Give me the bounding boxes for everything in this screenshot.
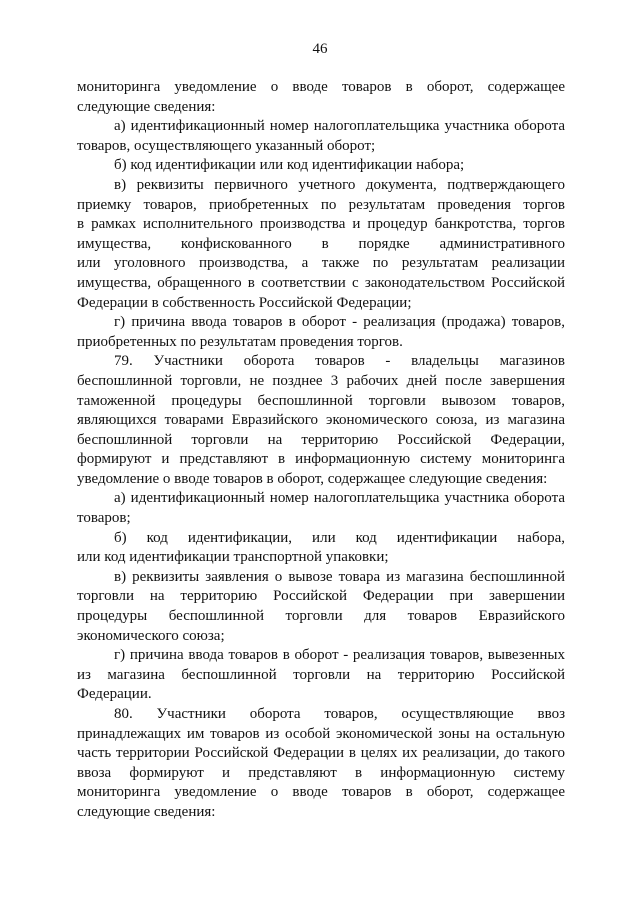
text-line: а) идентификационный номер налогоплательщика участника оборота (114, 490, 565, 507)
text-line: в рамках исполнительного производства и процедур банкротства, торгов (77, 216, 565, 233)
text-line: г) причина ввода товаров в оборот - реализация (продажа) товаров, (114, 314, 565, 331)
text-line: б) код идентификации или код идентификации набора; (114, 157, 465, 174)
text-line: мониторинга уведомление о вводе товаров в оборот, содержащее (77, 784, 565, 801)
document-body (77, 78, 565, 823)
text-line: имущества, конфискованного в порядке административного (77, 235, 565, 252)
text-line: или код идентификации транспортной упаковки; (77, 549, 389, 566)
text-line: приемку товаров, приобретенных по результатам проведения торгов (77, 196, 565, 213)
text-line: из магазина беспошлинной торговли на территорию Российской (77, 666, 565, 683)
text-line: имущества, обращенного в соответствии с законодательством Российской (77, 274, 565, 291)
page-number: 46 (312, 41, 328, 57)
text-line: Федерации. (77, 686, 152, 703)
text-line: таможенной процедуры беспошлинной торговли вывозом товаров, (77, 392, 565, 409)
text-line: в) реквизиты заявления о вывозе товара из магазина беспошлинной (114, 568, 565, 585)
text-line: уведомление о вводе товаров в оборот, содержащее следующие сведения: (77, 470, 548, 487)
text-line: ввоза формируют и представляют в информационную систему (77, 764, 565, 781)
text-line: следующие сведения: (77, 803, 216, 820)
text-line: г) причина ввода товаров в оборот - реализация товаров, вывезенных (114, 647, 565, 664)
text-line: торговли на территорию Российской Федерации при завершении (77, 588, 565, 605)
text-line: беспошлинной торговли, не позднее 3 рабочих дней после завершения (77, 372, 565, 389)
text-line: 80. Участники оборота товаров, осуществляющие ввоз (114, 706, 565, 722)
text-line: товаров, осуществляющего указанный оборот; (77, 137, 376, 154)
text-line: мониторинга уведомление о вводе товаров в оборот, содержащее (77, 79, 565, 95)
text-line: экономического союза; (77, 627, 225, 644)
text-line: б) код идентификации, или код идентификации набора, (114, 529, 565, 546)
text-line: часть территории Российской Федерации в целях их реализации, до такого (77, 745, 565, 762)
text-line: или уголовного производства, а также по результатам реализации (77, 255, 565, 272)
text-line: формируют и представляют в информационную систему мониторинга (77, 451, 565, 468)
text-line: 79. Участники оборота товаров - владельцы магазинов (114, 353, 565, 370)
text-line: беспошлинной торговли на территорию Российской Федерации, (77, 431, 565, 448)
text-line: приобретенных по результатам проведения торгов. (77, 333, 403, 350)
text-line: принадлежащих им товаров из особой экономической зоны на остальную (77, 725, 565, 742)
text-line: являющихся товарами Евразийского экономического союза, из магазина (77, 412, 565, 429)
text-line: следующие сведения: (77, 98, 216, 115)
text-line: процедуры беспошлинной торговли для товаров Евразийского (77, 608, 565, 625)
text-line: а) идентификационный номер налогоплательщика участника оборота (114, 118, 565, 135)
text-line: товаров; (77, 510, 131, 527)
text-line: в) реквизиты первичного учетного документа, подтверждающего (114, 176, 565, 193)
text-line: Федерации в собственность Российской Федерации; (77, 294, 412, 311)
